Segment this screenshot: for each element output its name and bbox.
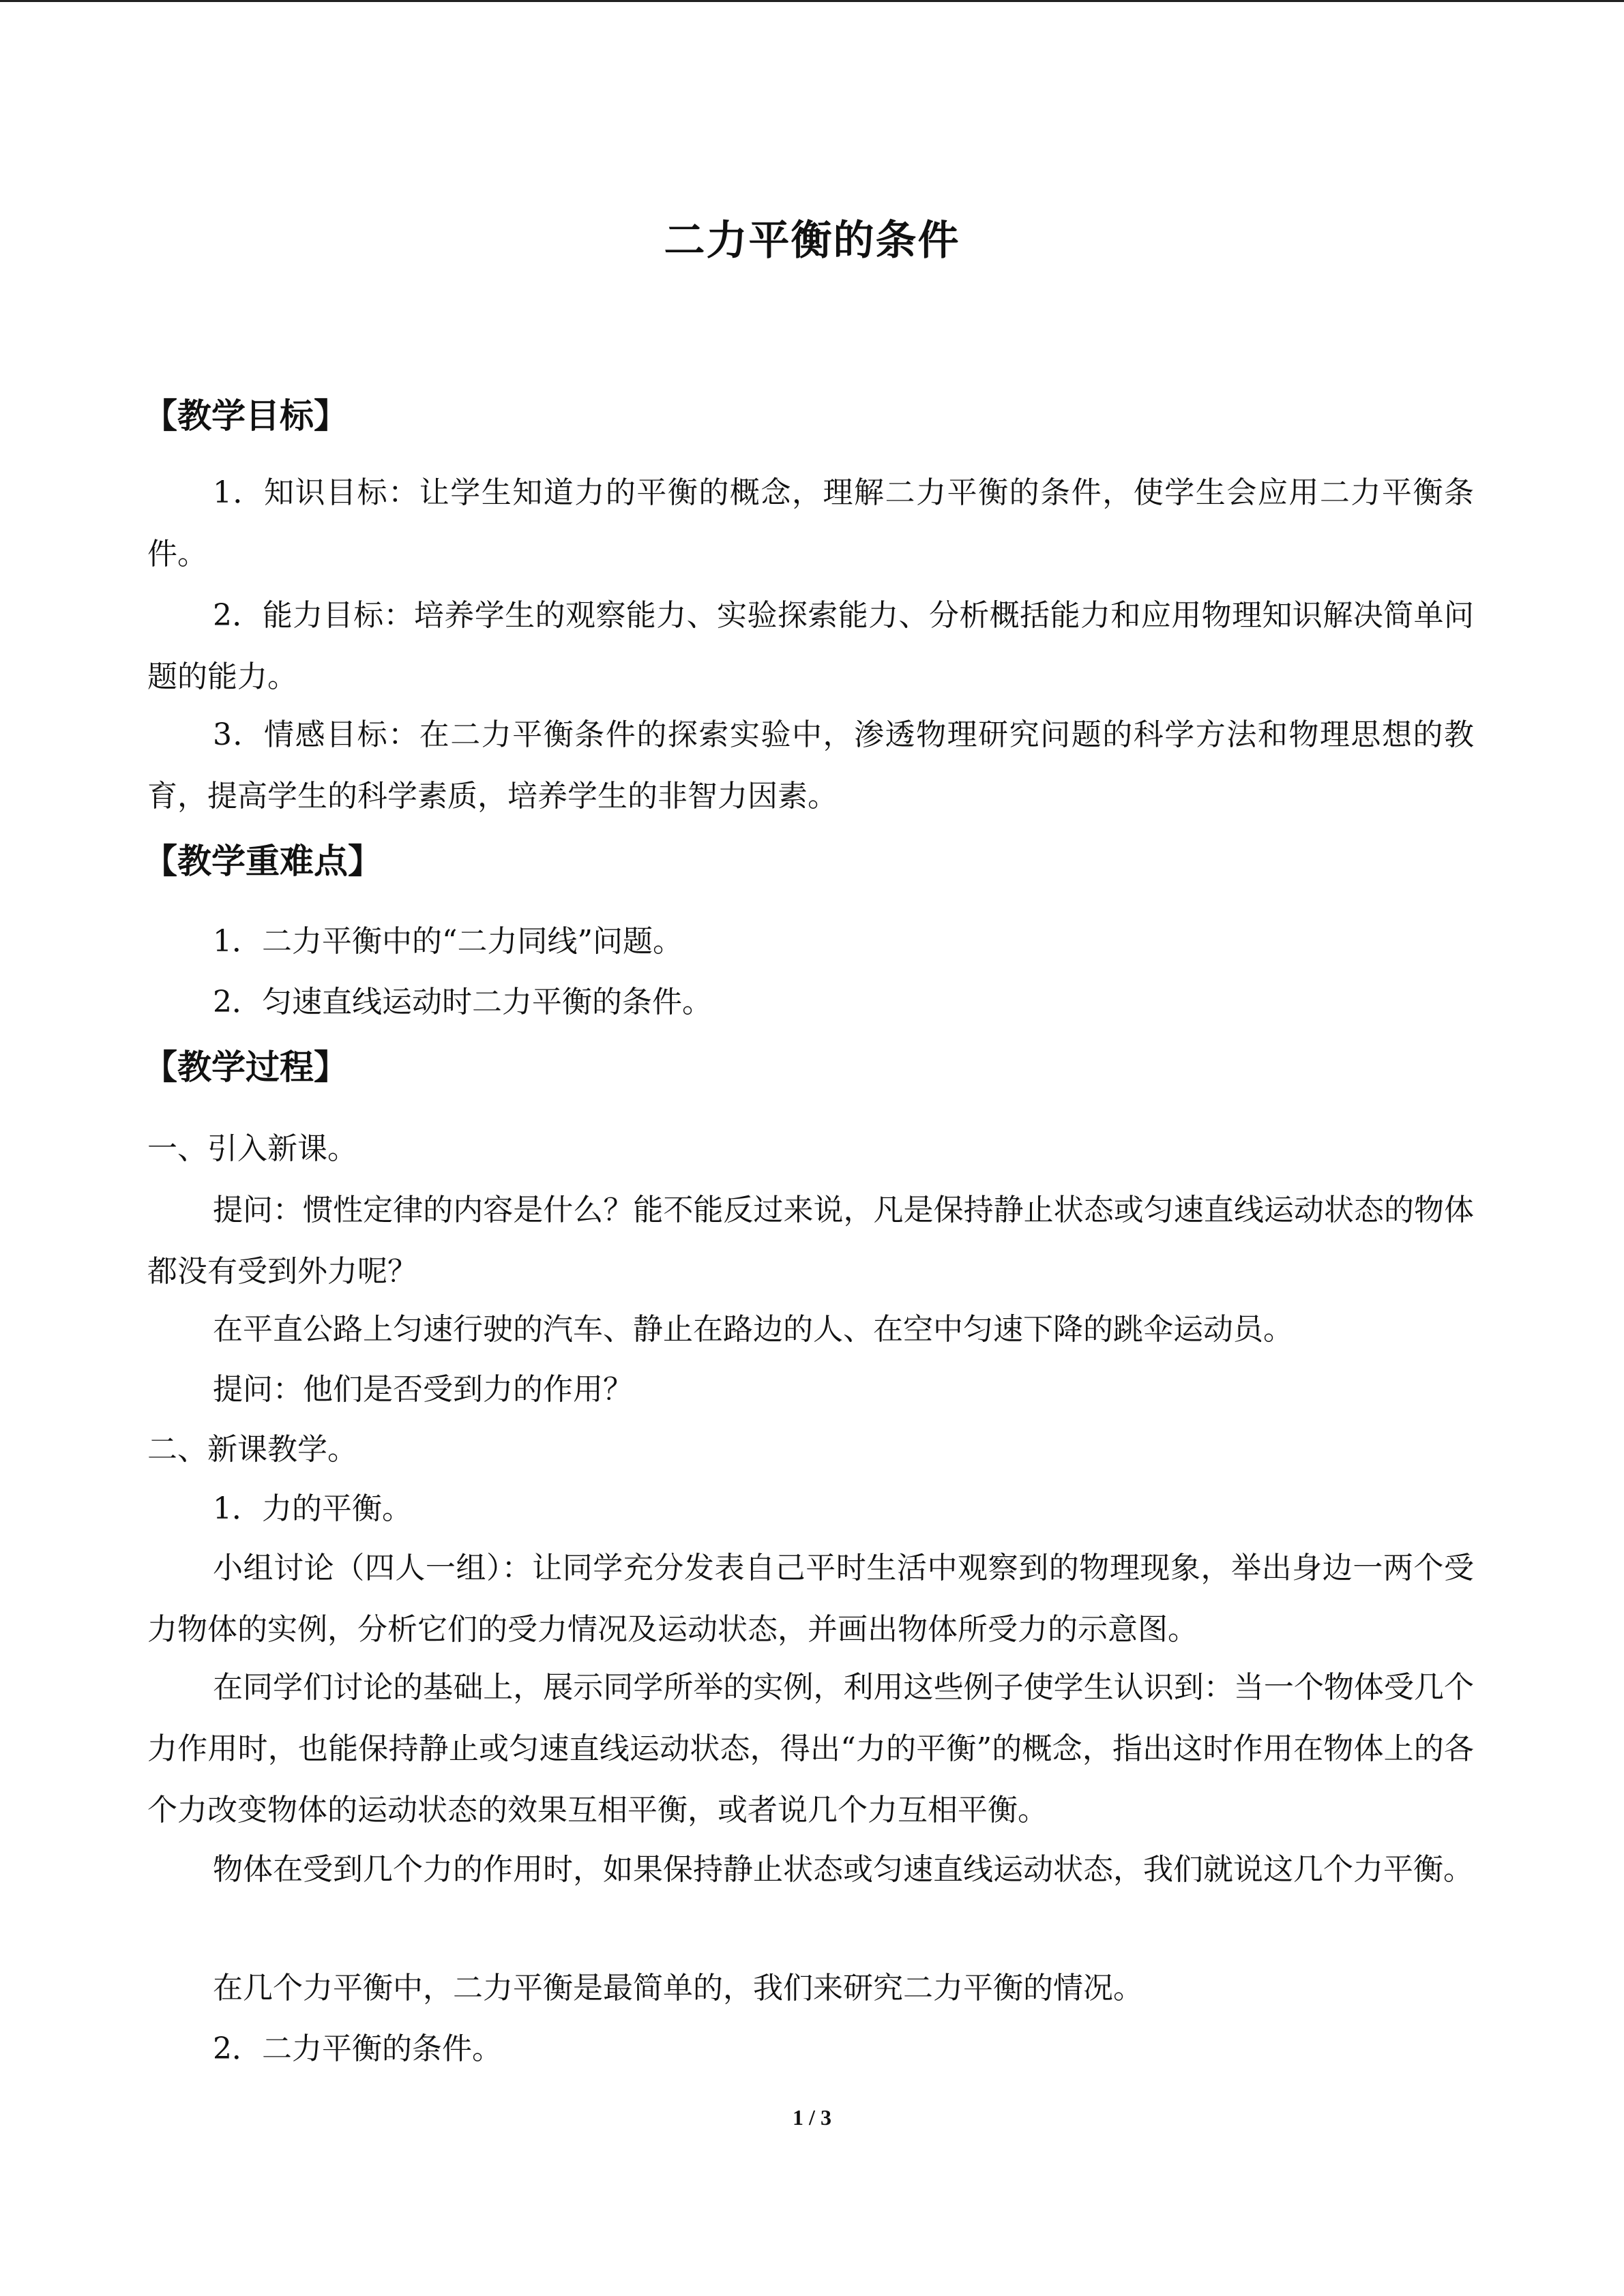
process-paragraph: 2．二力平衡的条件。 [213, 2031, 502, 2066]
document-title: 二力平衡的条件 [664, 217, 960, 265]
process-paragraph: 在同学们讨论的基础上，展示同学所举的实例，利用这些例子使学生认识到：当一个物体受几个力作用时，也能保持静止或匀速直线运动状态，得出“力的平衡”的概念，指出这时作用在物体上的各个力改变物体的运动状态的效果互相平衡，或者说几个力互相平衡。 [147, 1670, 1474, 1828]
goal-item: 3．情感目标：在二力平衡条件的探索实验中，渗透物理研究问题的科学方法和物理思想的教育，提高学生的科学素质，培养学生的非智力因素。 [147, 717, 1474, 814]
keypoint-item: 2．匀速直线运动时二力平衡的条件。 [213, 985, 712, 1019]
page-number: 1 / 3 [793, 2105, 831, 2130]
process-paragraph: 提问：他们是否受到力的作用？ [213, 1372, 633, 1407]
process-paragraph: 在平直公路上匀速行驶的汽车、静止在路边的人、在空中匀速下降的跳伞运动员。 [213, 1312, 1293, 1347]
process-subheading: 二、新课教学。 [147, 1432, 357, 1467]
section-heading-keypoints: 【教学重难点】 [143, 841, 382, 881]
process-subheading: 一、引入新课。 [147, 1131, 357, 1166]
process-paragraph: 1．力的平衡。 [213, 1491, 412, 1526]
goal-item: 2．能力目标：培养学生的观察能力、实验探索能力、分析概括能力和应用物理知识解决简单问题的能力。 [147, 598, 1474, 694]
process-paragraph: 物体在受到几个力的作用时，如果保持静止状态或匀速直线运动状态，我们就说这几个力平衡。 [213, 1852, 1473, 1887]
goal-item: 1．知识目标：让学生知道力的平衡的概念，理解二力平衡的条件，使学生会应用二力平衡条件。 [147, 475, 1474, 571]
section-heading-goals: 【教学目标】 [143, 396, 348, 436]
process-paragraph: 在几个力平衡中，二力平衡是最简单的，我们来研究二力平衡的情况。 [213, 1971, 1143, 2006]
top-border-line [0, 0, 1624, 2]
section-heading-process: 【教学过程】 [143, 1047, 348, 1087]
process-paragraph: 提问：惯性定律的内容是什么？能不能反过来说，凡是保持静止状态或匀速直线运动状态的物体都没有受到外力呢？ [147, 1193, 1474, 1289]
keypoint-item: 1．二力平衡中的“二力同线”问题。 [213, 924, 683, 959]
process-paragraph: 小组讨论（四人一组）：让同学充分发表自己平时生活中观察到的物理现象，举出身边一两个受力物体的实例，分析它们的受力情况及运动状态，并画出物体所受力的示意图。 [147, 1551, 1474, 1647]
